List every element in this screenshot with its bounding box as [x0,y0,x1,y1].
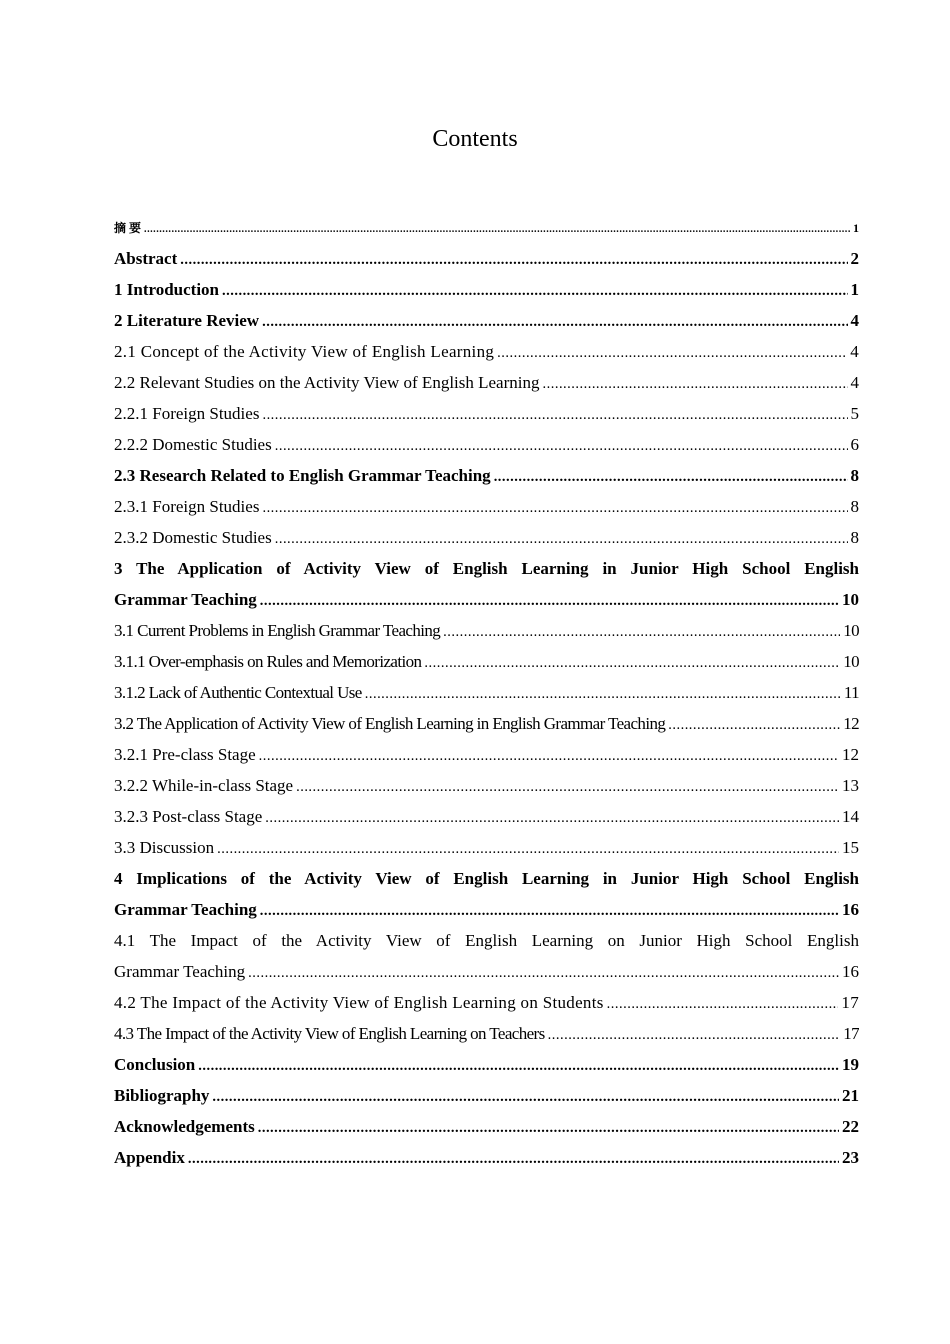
toc-page-number: 17 [841,993,859,1012]
toc-entry-label-line1: 3 The Application of Activity View of English Learning in Junior High School English [114,559,859,578]
toc-entry-3-1-2[interactable] [114,677,859,708]
toc-entry-label: 4.2 The Impact of the Activity View of English Learning on Students [114,993,604,1012]
toc-entry-4-2[interactable] [114,987,859,1018]
dot-leader [258,1113,839,1144]
toc-entry-label: 摘 要 [114,221,142,235]
toc-page-number: 10 [842,590,859,609]
toc-page-number: 22 [842,1117,859,1136]
toc-page-number: 4 [850,373,859,392]
toc-entry-introduction[interactable] [114,274,859,305]
dot-leader [248,958,839,987]
toc-entry-label: 2.2.2 Domestic Studies [114,435,272,454]
toc-entry-label: 3.2.1 Pre-class Stage [114,745,256,764]
dot-leader [275,431,848,462]
toc-entry-3-2[interactable] [114,708,859,739]
toc-entry-label-line1: 4 Implications of the Activity View of English Learning in Junior High School English [114,869,859,888]
dot-leader [198,1051,839,1082]
toc-page-number: 10 [843,621,859,640]
toc-page-number: 16 [842,962,859,981]
toc-page-number: 21 [842,1086,859,1105]
toc-page-number: 8 [850,528,859,547]
toc-entry-label: 3.1.2 Lack of Authentic Contextual Use [114,683,362,702]
toc-entry-literature-review[interactable] [114,305,859,336]
toc-entry-label-line1: 4.1 The Impact of the Activity View of English Learning on Junior High School English [114,931,859,950]
toc-entry-abstract[interactable] [114,243,859,274]
dot-leader [365,679,841,710]
toc-entry-label: Bibliography [114,1086,210,1105]
toc-entry-3-2-3[interactable] [114,801,859,832]
toc-entry-chapter-4[interactable] [114,863,859,925]
toc-page-number: 23 [842,1148,859,1167]
toc-entry-label: 2 Literature Review [114,311,260,330]
toc-entry-2-3-1[interactable] [114,491,859,522]
toc-page-number: 12 [842,745,859,764]
toc-page-number: 2 [850,249,859,268]
toc-page-number: 4 [850,311,859,330]
dot-leader [497,338,847,369]
toc-entry-label: 1 Introduction [114,280,220,299]
toc-entry-conclusion[interactable] [114,1049,859,1080]
toc-entry-3-3[interactable] [114,832,859,863]
toc-entry-chinese-abstract[interactable] [114,213,859,243]
toc-entry-label: 3.2 The Application of Activity View of English Learning in English Grammar Teaching [114,714,666,733]
toc-entry-2-1[interactable] [114,336,859,367]
toc-entry-2-2[interactable] [114,367,859,398]
toc-page-number: 5 [850,404,859,423]
toc-entry-label: Conclusion [114,1055,196,1074]
toc-entry-3-2-1[interactable] [114,739,859,770]
dot-leader [222,276,847,307]
toc-page-number: 12 [843,714,859,733]
toc-entry-label-line2: Grammar Teaching [114,962,246,981]
toc-page-number: 4 [850,342,859,361]
dot-leader [188,1144,839,1175]
dot-leader [259,741,839,772]
toc-entry-label: 2.2 Relevant Studies on the Activity View of English Learning [114,373,540,392]
dot-leader [494,462,848,493]
dot-leader [260,586,839,615]
toc-entry-2-2-1[interactable] [114,398,859,429]
toc-entry-label: 2.2.1 Foreign Studies [114,404,260,423]
toc-entry-3-1-1[interactable] [114,646,859,677]
toc-page-number: 11 [843,683,859,702]
toc-entry-label-line2: Grammar Teaching [114,590,257,609]
dot-leader [296,772,839,803]
dot-leader [548,1020,841,1051]
toc-entry-label: Acknowledgements [114,1117,255,1136]
toc-entry-acknowledgements[interactable] [114,1111,859,1142]
toc-entry-label: 2.3 Research Related to English Grammar Teaching [114,466,491,485]
toc-entry-3-1[interactable] [114,615,859,646]
dot-leader [260,896,839,925]
toc-entry-label: 3.3 Discussion [114,838,215,857]
dot-leader [262,307,847,338]
toc-entry-chapter-3[interactable] [114,553,859,615]
toc-page-number: 19 [842,1055,859,1074]
toc-page-number: 17 [843,1024,859,1043]
toc-page-number: 15 [842,838,859,857]
dot-leader [212,1082,839,1113]
dot-leader [275,524,848,555]
toc-page-number: 1 [853,221,859,235]
toc-page-number: 16 [842,900,859,919]
toc-entry-label: 2.3.2 Domestic Studies [114,528,272,547]
toc-entry-label: 3.1 Current Problems in English Grammar Teaching [114,621,441,640]
toc-entry-appendix[interactable] [114,1142,859,1173]
dot-leader [424,648,840,679]
dot-leader [144,215,850,245]
table-of-contents [114,213,859,1173]
toc-entry-label: Abstract [114,249,178,268]
toc-entry-3-2-2[interactable] [114,770,859,801]
toc-entry-label: 3.2.2 While-in-class Stage [114,776,294,795]
toc-page-number: 13 [842,776,859,795]
toc-page-number: 10 [843,652,859,671]
toc-entry-4-1[interactable] [114,925,859,987]
dot-leader [443,617,840,648]
dot-leader [543,369,848,400]
toc-entry-label: 2.3.1 Foreign Studies [114,497,260,516]
dot-leader [668,710,840,741]
toc-page-number: 8 [850,466,859,485]
dot-leader [217,834,839,865]
toc-page-number: 14 [842,807,859,826]
toc-entry-bibliography[interactable] [114,1080,859,1111]
page-title: Contents [432,126,518,152]
toc-page-number: 8 [850,497,859,516]
toc-entry-4-3[interactable] [114,1018,859,1049]
toc-page-number: 1 [850,280,859,299]
toc-entry-label: 3.1.1 Over-emphasis on Rules and Memorization [114,652,422,671]
toc-entry-label-line2: Grammar Teaching [114,900,257,919]
dot-leader [607,989,839,1020]
toc-entry-label: 2.1 Concept of the Activity View of English Learning [114,342,495,361]
dot-leader [180,245,847,276]
toc-entry-2-3-2[interactable] [114,522,859,553]
toc-page-number: 6 [850,435,859,454]
toc-entry-label: 3.2.3 Post-class Stage [114,807,263,826]
toc-entry-2-2-2[interactable] [114,429,859,460]
dot-leader [265,803,839,834]
toc-entry-2-3[interactable] [114,460,859,491]
toc-entry-label: Appendix [114,1148,185,1167]
toc-entry-label: 4.3 The Impact of the Activity View of English Learning on Teachers [114,1024,545,1043]
dot-leader [262,400,847,431]
dot-leader [262,493,847,524]
